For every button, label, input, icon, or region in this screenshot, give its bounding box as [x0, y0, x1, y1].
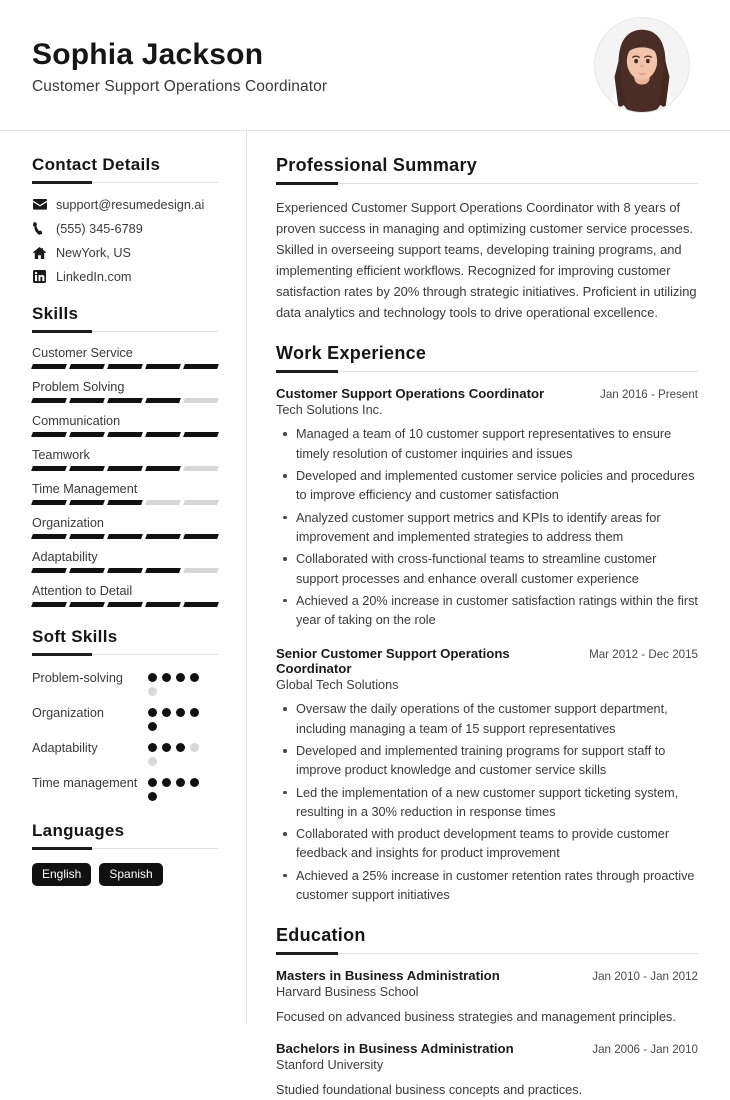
- rating-dot: [176, 673, 185, 682]
- section-work-experience: [276, 343, 698, 905]
- skill-level-meter: [32, 364, 218, 369]
- soft-skill-rating: [148, 774, 204, 801]
- rating-dot: [176, 708, 185, 717]
- rating-dot: [148, 673, 157, 682]
- skill-label: Organization: [32, 516, 104, 530]
- skill-meter-segment: [69, 500, 105, 505]
- education-entry-header: [276, 1041, 698, 1056]
- experience-entry-header: [276, 646, 698, 676]
- skill-meter-segment: [145, 398, 181, 403]
- candidate-name: Sophia Jackson: [32, 37, 264, 71]
- soft-skill-label: Time management: [32, 776, 138, 790]
- skill-level-meter: [32, 466, 218, 471]
- section-heading-education: Education: [276, 925, 366, 946]
- skill-meter-segment: [31, 602, 67, 607]
- section-contact-details: [32, 155, 218, 284]
- rating-dot: [162, 673, 171, 682]
- rating-dot: [190, 673, 199, 682]
- main-column: [247, 131, 730, 1098]
- experience-bullet-list: [276, 425, 698, 630]
- heading-rule: [32, 848, 218, 849]
- skill-label: Teamwork: [32, 448, 90, 462]
- rating-dot: [190, 708, 199, 717]
- skill-meter-segment: [69, 398, 105, 403]
- soft-skill-item: [32, 669, 218, 696]
- experience-bullet: Collaborated with product development teams to provide customer feedback and insights for product improvement: [276, 825, 698, 864]
- skill-level-meter: [32, 534, 218, 539]
- soft-skill-item: [32, 774, 218, 801]
- rating-dot: [162, 743, 171, 752]
- soft-skill-label: Problem-solving: [32, 671, 123, 685]
- rating-dot: [148, 687, 157, 696]
- contact-email-text: support@resumedesign.ai: [56, 197, 205, 212]
- resume-header: [0, 0, 730, 131]
- rating-dot: [162, 778, 171, 787]
- skill-meter-segment: [145, 432, 181, 437]
- skill-meter-segment: [145, 500, 181, 505]
- education-date-range: Jan 2010 - Jan 2012: [592, 970, 698, 984]
- experience-bullet: Collaborated with cross-functional teams to streamline customer support processes and enhance overall customer experience: [276, 550, 698, 589]
- heading-rule: [32, 654, 218, 655]
- language-chip: English: [32, 863, 91, 886]
- skill-meter-segment: [69, 466, 105, 471]
- skill-level-meter: [32, 568, 218, 573]
- skill-meter-segment: [107, 500, 143, 505]
- skill-item: [32, 516, 218, 539]
- experience-list: [276, 386, 698, 905]
- education-date-range: Jan 2006 - Jan 2010: [592, 1043, 698, 1057]
- experience-company: Tech Solutions Inc.: [276, 403, 383, 418]
- skill-label: Communication: [32, 414, 121, 428]
- skill-meter-segment: [107, 364, 143, 369]
- education-description: Studied foundational business concepts and practices.: [276, 1083, 583, 1098]
- skill-meter-segment: [31, 398, 67, 403]
- header-text-block: [32, 34, 327, 97]
- section-soft-skills: [32, 627, 218, 801]
- skill-meter-segment: [31, 466, 67, 471]
- skill-level-meter: [32, 602, 218, 607]
- rating-dot: [176, 778, 185, 787]
- rating-dot: [148, 778, 157, 787]
- section-education: [276, 925, 698, 1100]
- education-degree: Masters in Business Administration: [276, 968, 500, 984]
- skill-meter-segment: [183, 500, 219, 505]
- skill-item: [32, 448, 218, 471]
- skill-meter-segment: [69, 534, 105, 539]
- rating-dot: [162, 708, 171, 717]
- education-school: Harvard Business School: [276, 985, 419, 1000]
- skill-meter-segment: [145, 364, 181, 369]
- skill-meter-segment: [183, 534, 219, 539]
- heading-rule: [32, 182, 218, 183]
- skill-level-meter: [32, 500, 218, 505]
- rating-dot: [148, 722, 157, 731]
- section-heading-experience: Work Experience: [276, 343, 427, 364]
- skill-label: Attention to Detail: [32, 584, 133, 598]
- skill-meter-segment: [107, 432, 143, 437]
- section-heading-skills: Skills: [32, 304, 79, 323]
- contact-item-phone[interactable]: [32, 221, 218, 236]
- contact-item-location[interactable]: [32, 245, 218, 260]
- education-degree: Bachelors in Business Administration: [276, 1041, 514, 1057]
- skills-list: [32, 346, 218, 607]
- experience-bullet: Developed and implemented customer service policies and procedures to improve efficiency and customer satisfaction: [276, 467, 698, 506]
- profile-photo: [594, 17, 690, 113]
- skill-meter-segment: [107, 602, 143, 607]
- skill-meter-segment: [31, 534, 67, 539]
- skill-meter-segment: [31, 500, 67, 505]
- soft-skill-item: [32, 704, 218, 731]
- experience-bullet: Led the implementation of a new customer support ticketing system, resulting in a 30% reduction in response times: [276, 784, 698, 823]
- skill-meter-segment: [183, 602, 219, 607]
- contact-item-email[interactable]: [32, 197, 218, 212]
- experience-bullet: Achieved a 25% increase in customer retention rates through proactive customer support initiatives: [276, 867, 698, 906]
- skill-meter-segment: [145, 602, 181, 607]
- rating-dot: [148, 792, 157, 801]
- skill-meter-segment: [69, 602, 105, 607]
- section-heading-soft-skills: Soft Skills: [32, 627, 118, 646]
- skill-meter-segment: [183, 568, 219, 573]
- section-heading-contact: Contact Details: [32, 155, 161, 174]
- section-heading-languages: Languages: [32, 821, 125, 840]
- heading-rule: [32, 331, 218, 332]
- rating-dot: [190, 743, 199, 752]
- soft-skill-label: Organization: [32, 706, 104, 720]
- education-entry-header: [276, 968, 698, 983]
- rating-dot: [148, 743, 157, 752]
- section-professional-summary: [276, 155, 698, 323]
- contact-list: [32, 197, 218, 284]
- experience-date-range: Mar 2012 - Dec 2015: [589, 648, 698, 662]
- skill-meter-segment: [69, 364, 105, 369]
- skill-meter-segment: [31, 364, 67, 369]
- experience-bullet: Managed a team of 10 customer support representatives to ensure timely resolution of customer inquiries and issues: [276, 425, 698, 464]
- experience-entry-header: [276, 386, 698, 401]
- heading-rule: [276, 183, 698, 184]
- section-languages: [32, 821, 218, 886]
- experience-bullet: Achieved a 20% increase in customer satisfaction ratings within the first year of taking on the role: [276, 592, 698, 631]
- experience-entry: [276, 386, 698, 630]
- skill-meter-segment: [31, 568, 67, 573]
- skill-item: [32, 482, 218, 505]
- section-heading-summary: Professional Summary: [276, 155, 478, 175]
- experience-bullet-list: [276, 700, 698, 905]
- skill-meter-segment: [145, 466, 181, 471]
- heading-rule: [276, 371, 698, 372]
- skill-meter-segment: [183, 466, 219, 471]
- experience-role: Customer Support Operations Coordinator: [276, 386, 545, 402]
- rating-dot: [190, 778, 199, 787]
- experience-date-range: Jan 2016 - Present: [600, 388, 698, 402]
- skill-label: Problem Solving: [32, 380, 125, 394]
- skill-level-meter: [32, 398, 218, 403]
- soft-skill-item: [32, 739, 218, 766]
- skill-item: [32, 414, 218, 437]
- rating-dot: [148, 708, 157, 717]
- skill-meter-segment: [183, 398, 219, 403]
- experience-bullet: Analyzed customer support metrics and KPIs to identify areas for improvement and implemented strategies to address them: [276, 509, 698, 548]
- experience-bullet: Developed and implemented training programs for support staff to improve product knowledge and customer service skills: [276, 742, 698, 781]
- education-list: [276, 968, 698, 1100]
- skill-item: [32, 550, 218, 573]
- skill-meter-segment: [145, 534, 181, 539]
- experience-company: Global Tech Solutions: [276, 678, 399, 693]
- skill-meter-segment: [69, 568, 105, 573]
- education-entry: [276, 1041, 698, 1100]
- linkedin-icon: [32, 269, 47, 284]
- skill-meter-segment: [107, 398, 143, 403]
- sidebar-column: [0, 131, 247, 1024]
- skill-item: [32, 380, 218, 403]
- education-entry: [276, 968, 698, 1027]
- phone-icon: [32, 221, 47, 236]
- skill-meter-segment: [69, 432, 105, 437]
- soft-skill-rating: [148, 669, 204, 696]
- language-chip: Spanish: [99, 863, 162, 886]
- summary-paragraph: Experienced Customer Support Operations Coordinator with 8 years of proven success in managing and optimizing customer service processes. Skilled in overseeing support teams, developing training programs, and implementing efficient workflows. Recognized for improving customer satisfaction rates by 20% through strategic initiatives. Proficient in utilizing data analytics and technology tools to drive operational excellence.: [276, 200, 697, 320]
- skill-meter-segment: [107, 568, 143, 573]
- contact-item-linkedin[interactable]: [32, 269, 218, 284]
- envelope-icon: [32, 197, 47, 212]
- profile-photo-illustration: [595, 18, 689, 112]
- skill-meter-segment: [183, 432, 219, 437]
- rating-dot: [176, 743, 185, 752]
- skill-meter-segment: [107, 534, 143, 539]
- heading-rule: [276, 953, 698, 954]
- skill-item: [32, 346, 218, 369]
- soft-skill-rating: [148, 739, 204, 766]
- skill-label: Adaptability: [32, 550, 98, 564]
- skill-meter-segment: [145, 568, 181, 573]
- soft-skills-list: [32, 669, 218, 801]
- soft-skill-rating: [148, 704, 204, 731]
- soft-skill-label: Adaptability: [32, 741, 98, 755]
- education-school: Stanford University: [276, 1058, 384, 1073]
- resume-body: [0, 131, 730, 1098]
- experience-bullet: Oversaw the daily operations of the customer support department, including managing a team of 15 support representatives: [276, 700, 698, 739]
- skill-label: Time Management: [32, 482, 138, 496]
- contact-linkedin-text: LinkedIn.com: [56, 269, 132, 284]
- skill-item: [32, 584, 218, 607]
- skill-meter-segment: [31, 432, 67, 437]
- section-skills: [32, 304, 218, 607]
- rating-dot: [148, 757, 157, 766]
- home-icon: [32, 245, 47, 260]
- skill-meter-segment: [183, 364, 219, 369]
- education-description: Focused on advanced business strategies and management principles.: [276, 1010, 676, 1025]
- experience-role: Senior Customer Support Operations Coordinator: [276, 646, 510, 677]
- skill-level-meter: [32, 432, 218, 437]
- contact-phone-text: (555) 345-6789: [56, 221, 143, 236]
- skill-meter-segment: [107, 466, 143, 471]
- contact-location-text: NewYork, US: [56, 245, 131, 260]
- languages-list: [32, 863, 218, 886]
- candidate-job-title: Customer Support Operations Coordinator: [32, 78, 328, 96]
- skill-label: Customer Service: [32, 346, 133, 360]
- experience-entry: [276, 646, 698, 905]
